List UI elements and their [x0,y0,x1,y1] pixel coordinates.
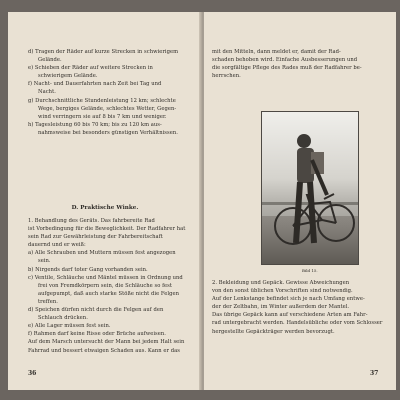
left-paragraph-line: 1. Behandlung des Geräts. Das fahrbereite Rad [28,218,155,224]
left-paragraph-line: a) Alle Schrauben und Muttern müssen fest angezogen [28,250,176,257]
left-paragraph [28,217,185,355]
left-paragraph-line: f) Rahmen darf keine Risse oder Brüche aufweisen. [28,331,166,338]
right-paragraph [212,279,382,336]
left-paragraph-line: Auf dem Marsch untersucht der Mann bei jedem Halt sein [28,339,185,346]
right-page [204,12,396,390]
left-line: h) Tagesleistung 60 bis 70 km; bis zu 120 km aus- [28,121,162,128]
right-page-number: 37 [370,370,379,377]
left-page-number: 36 [28,370,37,377]
left-line: Wege, bergiges Gelände, schlechtes Wetter, Gegen- [38,105,177,112]
left-line: schwierigem Gelände. [38,73,98,80]
right-paragraph-line: der der Zeltbahn, im Winter außerdem der Mantel. [212,304,350,311]
left-paragraph-line: sein Rad zur Gewährleistung der Fahrbereitschaft [28,234,163,241]
right-top-line: mit den Mitteln, dann meldet er, damit der Rad- [212,49,341,55]
left-line: wind verringern sie auf 8 bis 7 km und weniger. [38,113,167,120]
left-line: g) Durchschnittliche Stundenleistung 12 km; schlechte [28,97,176,104]
left-paragraph-line: aufgepumpt, daß auch starke Stöße nicht die Felgen [38,290,179,297]
left-line: d) Tragen der Räder auf kurze Strecken in schwierigem [28,49,179,55]
right-top-line: herrschen. [212,73,241,80]
left-paragraph-line: e) Alle Lager müssen fest sein. [28,323,111,330]
left-page [8,12,202,390]
right-top-text [212,48,362,80]
right-paragraph-line: hergestellte Gepäckträger werden bevorzugt. [212,328,335,335]
cyclist-photo [261,111,359,265]
right-paragraph-line: Das übrige Gepäck kann auf verschiedene Arten am Fahr- [212,312,368,319]
left-paragraph-line: c) Ventile, Schläuche und Mäntel müssen in Ordnung und [28,274,183,281]
left-line: Nacht. [38,89,56,96]
right-top-line: die sorgfältige Pflege des Rades muß der Radfahrer be- [212,65,362,72]
photo-caption: Bild 15. [302,268,318,273]
section-heading: D. Praktische Winke. [71,205,139,211]
left-paragraph-line: ist Vorbedingung für die Beweglichkeit. Der Radfahrer hat [28,226,186,233]
right-paragraph-line: Auf der Lenkstange befindet sich je nach Umfang entwe- [212,296,365,303]
right-paragraph-line: 2. Bekleidung und Gepäck. Gewisse Abweichungen [212,280,350,286]
left-paragraph-line: Fahrrad und bessert etwaigen Schaden aus. Kann er das [28,347,180,354]
left-line: f) Nacht- und Dauerfahrten nach Zeit bei Tag und [28,81,162,88]
cyclist-illustration [262,112,359,265]
left-list-upper [28,48,178,137]
left-paragraph-line: d) Speichen dürfen nicht durch die Felgen auf den [28,307,164,314]
right-paragraph-line: rad untergebracht werden. Handelsübliche oder vom Schlosser [212,320,383,327]
left-paragraph-line: treffen. [38,298,58,305]
right-top-line: schaden behoben wird. Einfache Ausbesserungen und [212,57,358,64]
right-paragraph-line: von den sonst üblichen Vorschriften sind notwendig. [212,288,353,295]
left-line: Gelände. [38,57,62,64]
left-paragraph-line: b) Nirgends darf toter Gang vorhanden sein. [28,266,148,273]
left-line: e) Schieben der Räder auf weitere Strecken in [28,65,153,72]
left-paragraph-line: frei von Fremdkörpern sein, die Schläuche so fest [38,282,173,289]
left-line: nahmsweise bei besonders günstigen Verhältnissen. [38,129,178,136]
left-paragraph-line: Schlauch drücken. [38,315,88,322]
left-paragraph-line: dauernd und er weiß: [28,242,86,249]
left-paragraph-line: sein. [38,258,51,265]
